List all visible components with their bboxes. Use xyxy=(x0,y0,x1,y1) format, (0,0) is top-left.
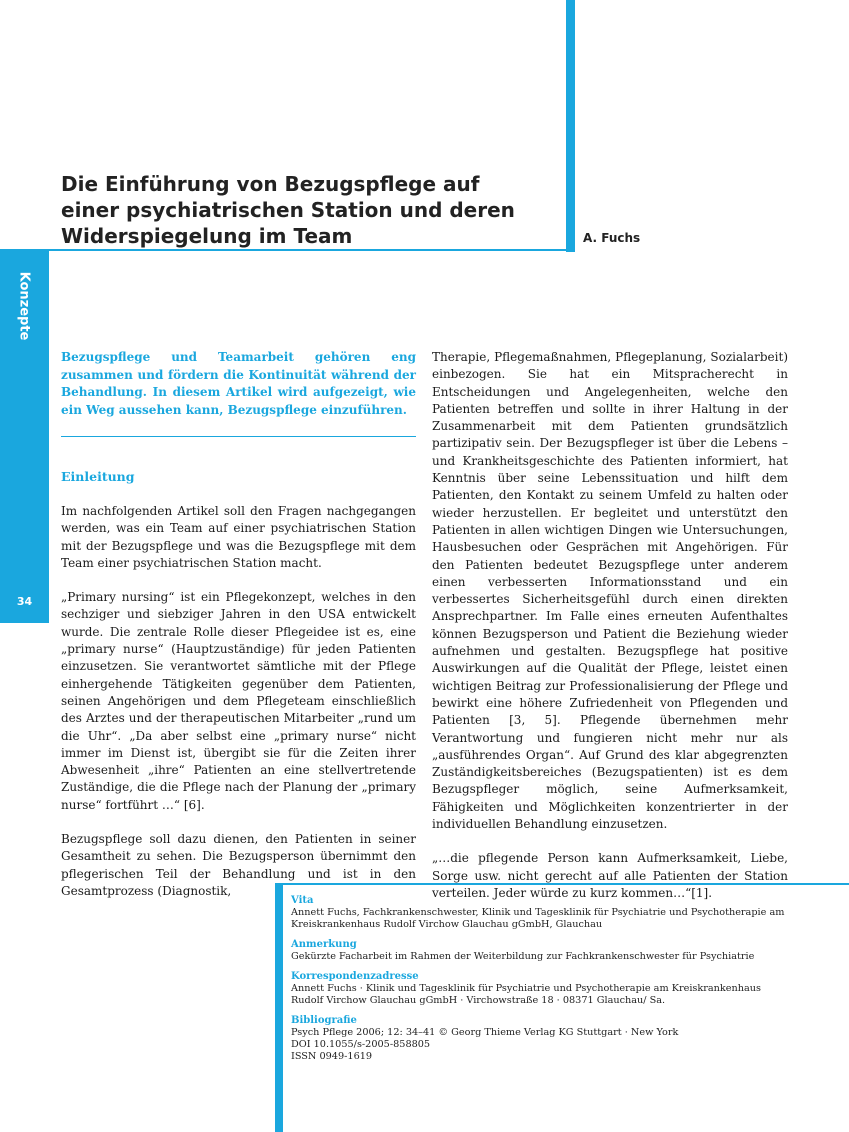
abstract-rule xyxy=(61,436,416,437)
section-heading: Einleitung xyxy=(61,469,135,484)
paragraph: Bezugspflege soll dazu dienen, den Patienten in seiner Gesamtheit zu sehen. Die Bezugsperson übernimmt den pflegerischen Teil der Behandlung und ist in den Gesamtprozess (Diagnostik, xyxy=(61,832,416,898)
anmerkung-label: Anmerkung xyxy=(291,939,357,950)
page-number: 34 xyxy=(16,595,33,608)
bibliografie-block xyxy=(291,1015,791,1063)
section-label: Konzepte xyxy=(16,271,32,341)
vita-label: Vita xyxy=(291,895,314,906)
info-accent-bar xyxy=(275,883,283,1132)
bibliografie-line: Psych Pflege 2006; 12: 34–41 © Georg Thieme Verlag KG Stuttgart · New York xyxy=(291,1027,679,1038)
paragraph: Im nachfolgenden Artikel soll den Fragen nachgegangen werden, was ein Team auf einer psychiatrischen Station mit der Bezugspflege und was die Bezugspflege mit dem Team einer psychiatrischen Station macht. xyxy=(61,504,416,570)
abstract: Bezugspflege und Teamarbeit gehören eng zusammen und fördern die Kontinuität während der Behandlung. In diesem Artikel wird aufgezeigt, wie ein Weg aussehen kann, Bezugspflege einzuführen. xyxy=(61,350,416,417)
paragraph: „…die pflegende Person kann Aufmerksamkeit, Liebe, Sorge usw. nicht gerecht auf alle Patienten der Station verteilen. Jeder würde zu kurz kommen…“[1]. xyxy=(432,851,788,900)
paragraph: „Primary nursing“ ist ein Pflegekonzept, welches in den sechziger und siebziger Jahren in den USA entwickelt wurde. Die zentrale Rolle dieser Pflegeidee ist es, eine „primary nurse“ (Hauptzuständige) für jeden Patienten einzusetzen. Sie verantwortet sämtliche mit der Pflege einhergehende Tätigkeiten gegenüber dem Patienten, seinen Angehörigen und dem Pflegeteam einschließlich des Arztes und der therapeutischen Mitarbeiter „rund um die Uhr“. „Da aber selbst eine „primary nurse“ nicht immer im Dienst ist, übergibt sie für die Zeiten ihrer Abwesenheit „ihre“ Patienten an eine stellvertretende Zuständige, die die Pflege nach der Planung der „primary nurse“ fortführt …“ [6]. xyxy=(61,590,416,812)
anmerkung-block xyxy=(291,939,791,963)
doi-line: DOI 10.1055/s-2005-858805 xyxy=(291,1039,431,1050)
article-title: Die Einführung von Bezugspflege auf einer psychiatrischen Station und deren Widerspiegelung im Team xyxy=(61,172,515,248)
anmerkung-text: Gekürzte Facharbeit im Rahmen der Weiterbildung zur Fachkrankenschwester für Psychiatrie xyxy=(291,951,755,962)
korrespondenz-block xyxy=(291,971,791,1007)
title-rule xyxy=(0,249,575,251)
bibliografie-label: Bibliografie xyxy=(291,1015,357,1026)
right-column xyxy=(432,349,788,919)
author-name: A. Fuchs xyxy=(583,231,641,245)
left-column xyxy=(61,503,416,917)
korrespondenz-text: Annett Fuchs · Klinik und Tagesklinik für Psychiatrie und Psychotherapie am Kreiskrankenhaus Rudolf Virchow Glauchau gGmbH · Virchowstraße 18 · 08371 Glauchau/ Sa. xyxy=(291,983,761,1006)
issn-line: ISSN 0949-1619 xyxy=(291,1051,373,1062)
paragraph: Therapie, Pflegemaßnahmen, Pflegeplanung, Sozialarbeit) einbezogen. Sie hat ein Mitspracherecht in Entscheidungen und Angelegenheiten, welche den Patienten betreffen und sollte in ihrer Haltung in der Zusammenarbeit mit dem Patienten grundsätzlich partizipativ sein. Der Bezugspfleger ist über die Lebens – und Krankheitsgeschichte des Patienten informiert, hat Kenntnis über seine Lebenssituation und hilft dem Patienten, den Kontakt zu seinem Umfeld zu halten oder wieder herzustellen. Er begleitet und unterstützt den Patienten in allen wichtigen Dingen wie Untersuchungen, Hausbesuchen oder Gesprächen mit Angehörigen. Für den Patienten bedeutet Bezugspflege unter anderem einen verbesserten Informationsstand und ein verbessertes Sicherheitsgefühl durch einen direkten Ansprechpartner. Im Falle eines erneuten Aufenthaltes können Bezugsperson und Patient die Beziehung wieder aufnehmen und gestalten. Bezugspflege hat positive Auswirkungen auf die Qualität der Pflege, leistet einen wichtigen Beitrag zur Professionalisierung der Pflege und bewirkt eine höhere Zufriedenheit von Pflegenden und Patienten [3, 5]. Pflegende übernehmen mehr Verantwortung und fungieren nicht mehr nur als „ausführendes Organ“. Auf Grund des klar abgegrenzten Zuständigkeitsbereiches (Bezugspatienten) ist es dem Bezugspfleger möglich, seine Aufmerksamkeit, Fähigkeiten und Möglichkeiten konzentrierter in der individuellen Behandlung einzusetzen. xyxy=(432,350,788,832)
vita-block xyxy=(291,895,791,931)
info-rule xyxy=(275,883,849,885)
info-box xyxy=(291,895,791,1071)
korrespondenz-label: Korrespondenzadresse xyxy=(291,971,419,982)
vita-text: Annett Fuchs, Fachkrankenschwester, Klinik und Tagesklinik für Psychiatrie und Psychotherapie am Kreiskrankenhaus Rudolf Virchow Glauchau gGmbH, Glauchau xyxy=(291,907,785,930)
top-accent-bar xyxy=(566,0,575,252)
